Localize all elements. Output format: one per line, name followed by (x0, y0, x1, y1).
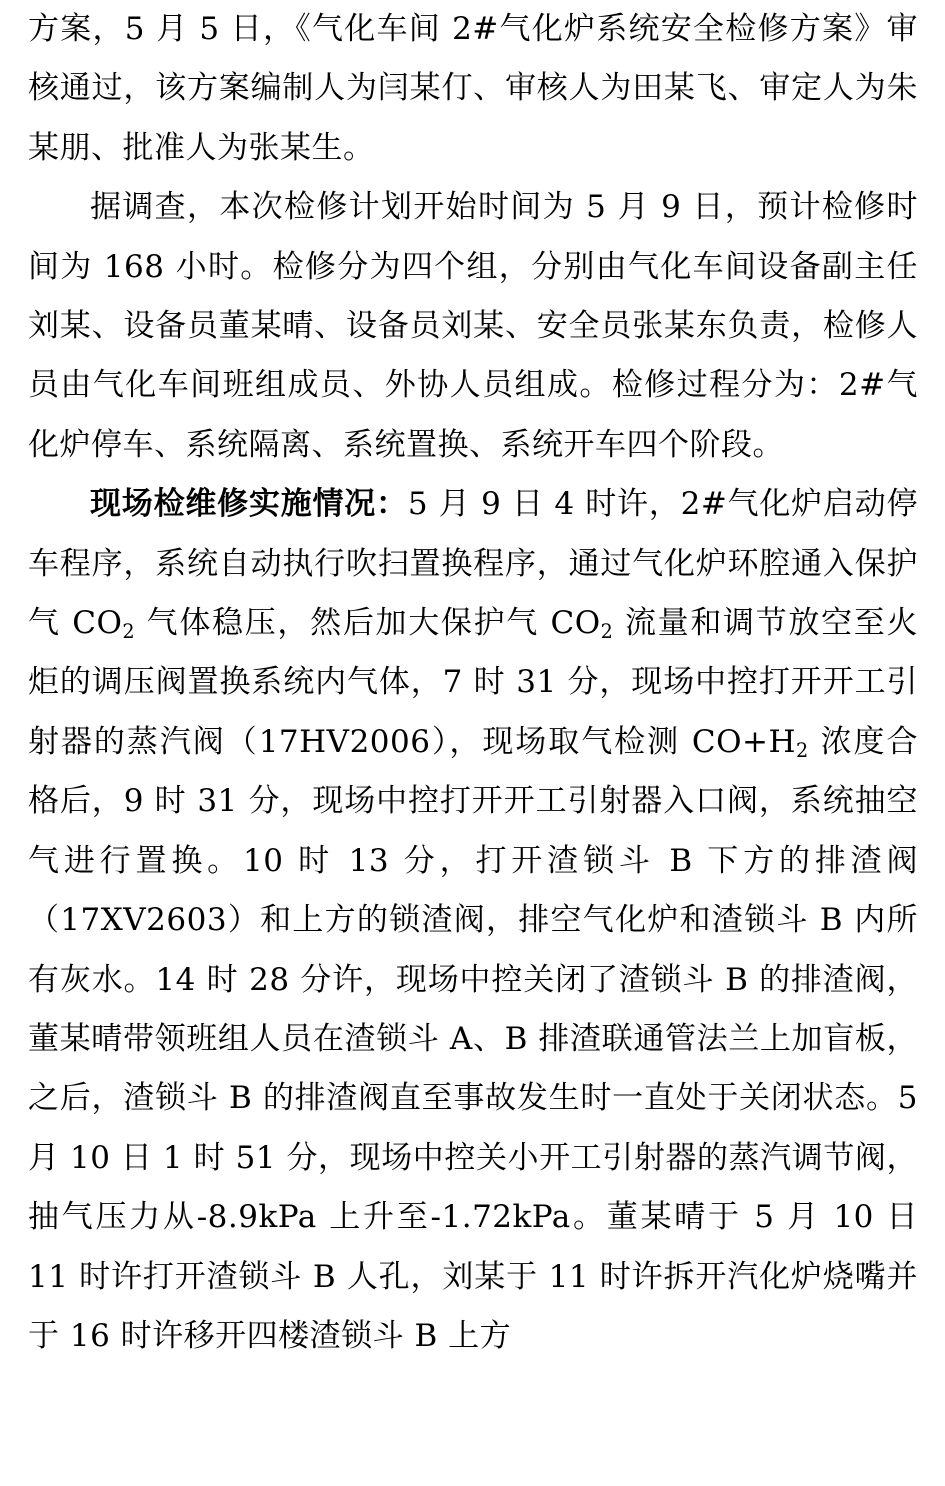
paragraph-3-text-4: 浓度合格后，9 时 31 分，现场中控打开开工引射器入口阀，系统抽空气进行置换。10 时 13 分，打开渣锁斗 B 下方的排渣阀（17XV2603）和上方的锁渣阀，排空气化炉和渣锁斗 B 内所有灰水。14 时 28 分许，现场中控关闭了渣锁斗 B 的排渣阀，董某晴带领班组人员在渣锁斗 A、B 排渣联通管法兰上加盲板，之后，渣锁斗 B 的排渣阀直至事故发生时一直处于关闭状态。5 月 10 日 1 时 51 分，现场中控关小开工引射器的蒸汽调节阀，抽气压力从-8.9kPa 上升至-1.72kPa。董某晴于 5 月 10 日 11 时许打开渣锁斗 B 人孔，刘某于 11 时许拆开汽化炉烧嘴并于 16 时许移开四楼渣锁斗 B 上方 (28, 723, 918, 1354)
section-heading: 现场检维修实施情况： (90, 486, 408, 523)
paragraph-3-text-1: 5 月 9 日 4 时许，2#气化炉启动停车程序，系统自动执行吹扫置换程序，通过气化炉环腔通入保护气 CO (28, 486, 919, 642)
paragraph-3-text-2: 气体稳压，然后加大保护气 CO (135, 605, 601, 642)
paragraph-3-text-3: 流量和调节放空至火炬的调压阀置换系统内气体，7 时 31 分，现场中控打开开工引射器的蒸汽阀（17HV2006），现场取气检测 CO+H (28, 605, 918, 760)
document-body (28, 0, 918, 1366)
paragraph-2: 据调查，本次检修计划开始时间为 5 月 9 日，预计检修时间为 168 小时。检修分为四个组，分别由气化车间设备副主任刘某、设备员董某晴、设备员刘某、安全员张某东负责，检修人员由气化车间班组成员、外协人员组成。检修过程分为：2#气化炉停车、系统隔离、系统置换、系统开车四个阶段。 (28, 189, 918, 463)
co2-subscript-2: 2 (600, 619, 614, 643)
paragraph-1: 方案，5 月 5 日，《气化车间 2#气化炉系统安全检修方案》审核通过，该方案编制人为闫某仃、审核人为田某飞、审定人为朱某朋、批准人为张某生。 (28, 11, 918, 166)
paragraph-3 (28, 475, 918, 1366)
co2-subscript-1: 2 (122, 619, 136, 643)
h2-subscript: 2 (796, 738, 809, 762)
